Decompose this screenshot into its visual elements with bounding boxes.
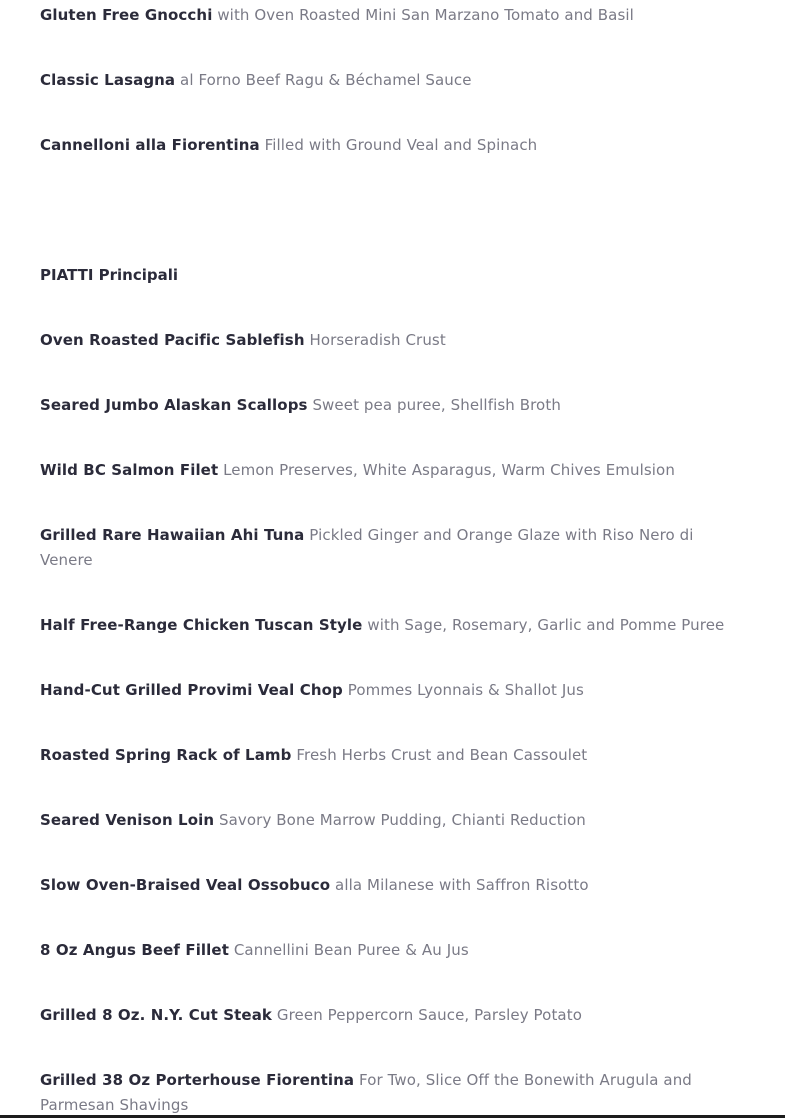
menu-item-description: Horseradish Crust [309, 331, 446, 349]
menu-item-sablefish [40, 328, 750, 353]
menu-item-gluten-free-gnocchi [40, 3, 750, 28]
menu-item-name: Grilled Rare Hawaiian Ahi Tuna [40, 526, 305, 544]
menu-item-ny-steak [40, 1003, 750, 1028]
menu-item-ossobuco [40, 873, 750, 898]
menu-item-description: with Sage, Rosemary, Garlic and Pomme Puree [367, 616, 725, 634]
menu-item-name: Slow Oven-Braised Veal Ossobuco [40, 876, 331, 894]
menu-item-description: For Two, Slice Off the Bonewith Arugula and Parmesan Shavings [40, 1071, 692, 1114]
menu-item-description: Sweet pea puree, Shellfish Broth [312, 396, 561, 414]
menu-item-description: with Oven Roasted Mini San Marzano Tomato and Basil [217, 6, 634, 24]
menu-item-classic-lasagna [40, 68, 750, 93]
menu-item-description: Pommes Lyonnais & Shallot Jus [347, 681, 584, 699]
section-title: PIATTI Principali [40, 266, 179, 284]
menu-item-name: Gluten Free Gnocchi [40, 6, 213, 24]
menu-item-veal-chop [40, 678, 750, 703]
menu-item-description: Lemon Preserves, White Asparagus, Warm Chives Emulsion [223, 461, 675, 479]
menu-item-name: Seared Venison Loin [40, 811, 215, 829]
menu-item-name: Cannelloni alla Fiorentina [40, 136, 260, 154]
menu-item-description: Filled with Ground Veal and Spinach [264, 136, 538, 154]
menu-item-name: Hand-Cut Grilled Provimi Veal Chop [40, 681, 343, 699]
menu-item-venison [40, 808, 750, 833]
menu-item-description: Cannellini Bean Puree & Au Jus [233, 941, 469, 959]
menu-item-name: Wild BC Salmon Filet [40, 461, 219, 479]
menu-item-name: Roasted Spring Rack of Lamb [40, 746, 292, 764]
menu-item-description: Pickled Ginger and Orange Glaze with Riso Nero di Venere [40, 526, 694, 569]
menu-item-description: Fresh Herbs Crust and Bean Cassoulet [296, 746, 588, 764]
menu-item-beef-fillet [40, 938, 750, 963]
section-spacer [40, 198, 750, 263]
menu-item-name: Oven Roasted Pacific Sablefish [40, 331, 305, 349]
menu-item-description: Green Peppercorn Sauce, Parsley Potato [276, 1006, 582, 1024]
menu-item-name: Classic Lasagna [40, 71, 176, 89]
menu-item-description: al Forno Beef Ragu & Béchamel Sauce [180, 71, 472, 89]
menu-item-porterhouse [40, 1068, 750, 1118]
menu-item-name: 8 Oz Angus Beef Fillet [40, 941, 229, 959]
menu-item-rack-of-lamb [40, 743, 750, 768]
menu-item-scallops [40, 393, 750, 418]
menu-item-name: Seared Jumbo Alaskan Scallops [40, 396, 308, 414]
menu-item-chicken [40, 613, 750, 638]
menu-page [40, 3, 750, 1118]
menu-item-salmon [40, 458, 750, 483]
menu-item-name: Grilled 8 Oz. N.Y. Cut Steak [40, 1006, 273, 1024]
menu-item-description: alla Milanese with Saffron Risotto [335, 876, 589, 894]
menu-item-ahi-tuna [40, 523, 750, 573]
menu-item-name: Half Free-Range Chicken Tuscan Style [40, 616, 363, 634]
menu-item-description: Savory Bone Marrow Pudding, Chianti Reduction [219, 811, 586, 829]
menu-item-name: Grilled 38 Oz Porterhouse Fiorentina [40, 1071, 355, 1089]
menu-item-cannelloni [40, 133, 750, 158]
